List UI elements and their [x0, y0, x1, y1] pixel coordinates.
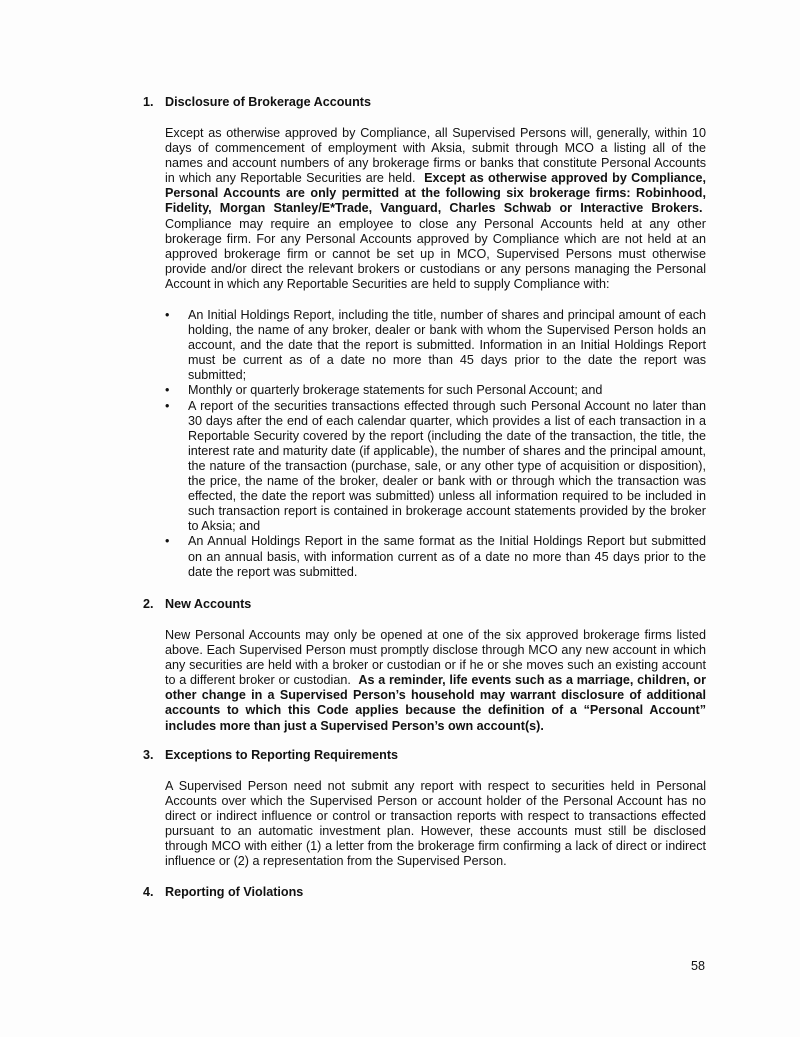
list-item: [165, 383, 706, 398]
bullet-icon: •: [165, 383, 170, 398]
list-item: [165, 399, 706, 535]
bullet-icon: •: [165, 308, 170, 322]
section-number: 4.: [143, 885, 154, 899]
section-3-heading: [143, 748, 398, 762]
section-1-bullet-list: [165, 308, 706, 580]
list-item-text: An Initial Holdings Report, including the title, number of shares and principal amount of each holding, the name of any broker, dealer or bank with whom the Supervised Person holds an account, and the date that the report is submitted. Information in an Initial Holdings Report must be current as of a date no more than 45 days prior to the date the report was submitted;: [188, 308, 706, 383]
list-item: [165, 534, 706, 579]
list-item-text: Monthly or quarterly brokerage statements for such Personal Account; and: [188, 383, 603, 398]
section-title: Disclosure of Brokerage Accounts: [165, 95, 371, 109]
bullet-icon: •: [165, 534, 170, 549]
list-item: [165, 308, 706, 383]
section-3-body: [165, 779, 706, 870]
section-number: 1.: [143, 95, 154, 109]
page-number: 58: [691, 959, 706, 973]
list-item-text: A report of the securities transactions effected through such Personal Account no later than 30 days after the end of each calendar quarter, which provides a list of each transaction in a Reportable Security covered by the report (including the date of the transaction, the title, the interest rate and maturity date (if applicable), the number of shares and the principal amount, the nature of the transaction (purchase, sale, or any other type of acquisition or disposition), the price, the name of the broker, dealer or bank with or through which the transaction was effected, the date the report was submitted) unless all information required to be included in such transaction report is contained in brokerage account statements provided by the broker to Aksia; and: [188, 398, 706, 534]
section-number: 3.: [143, 748, 154, 762]
section-number: 2.: [143, 597, 154, 611]
section-title: Exceptions to Reporting Requirements: [165, 748, 399, 762]
bullet-icon: •: [165, 398, 170, 413]
body-bold-text: As a reminder, life events such as a marriage, children, or other change in a Supervised Person’s household may warrant disclosure of additional accounts to which this Code applies because the definition of a “Personal Account” includes more than just a Supervised Person’s own account(s).: [165, 673, 706, 733]
section-2-heading: [143, 597, 251, 611]
section-title: Reporting of Violations: [165, 885, 304, 899]
list-item-text: An Annual Holdings Report in the same format as the Initial Holdings Report but submitted on an annual basis, with information current as of a date no more than 45 days prior to the date the report was submitted.: [188, 534, 706, 579]
body-text: New Personal Accounts may only be opened at one of the six approved brokerage firms listed above. Each Supervised Person must promptly disclose through MCO any new account in which any securities are held with a broker or custodian or if he or she moves such an existing account to a different broker or custodian.: [165, 628, 706, 688]
intro-text: Except as otherwise approved by Compliance, all Supervised Persons will, generally, within 10 days of commencement of employment with Aksia, submit through MCO a listing all of the names and account numbers of any brokerage firms or banks that constitute Personal Accounts in which any Reportable Securities are held.: [165, 126, 706, 186]
section-4-heading: [143, 885, 303, 899]
section-1-intro: [165, 126, 706, 292]
body-text: A Supervised Person need not submit any report with respect to securities held in Personal Accounts over which the Supervised Person or account holder of the Personal Account has no direct or indirect influence or control or transaction reports with respect to transactions effected pursuant to an automatic investment plan. However, these accounts must still be disclosed through MCO with either (1) a letter from the brokerage firm confirming a lack of direct or indirect influence or (2) a representation from the Supervised Person.: [165, 779, 706, 869]
section-title: New Accounts: [165, 597, 252, 611]
section-1-heading: [143, 95, 371, 109]
intro-text-continued: Compliance may require an employee to close any Personal Accounts held at any other brokerage firm. For any Personal Accounts approved by Compliance which are not held at an approved brokerage firm or cannot be set up in MCO, Supervised Persons must otherwise provide and/or direct the relevant brokers or custodians or any persons managing the Personal Account in which any Reportable Securities are held to supply Compliance with:: [165, 216, 706, 291]
section-2-body: [165, 628, 706, 734]
intro-bold-text: Except as otherwise approved by Compliance, Personal Accounts are only permitted at the following six brokerage firms: Robinhood, Fidelity, Morgan Stanley/E*Trade, Vanguard, Charles Schwab or Interactive Brokers.: [165, 171, 706, 216]
